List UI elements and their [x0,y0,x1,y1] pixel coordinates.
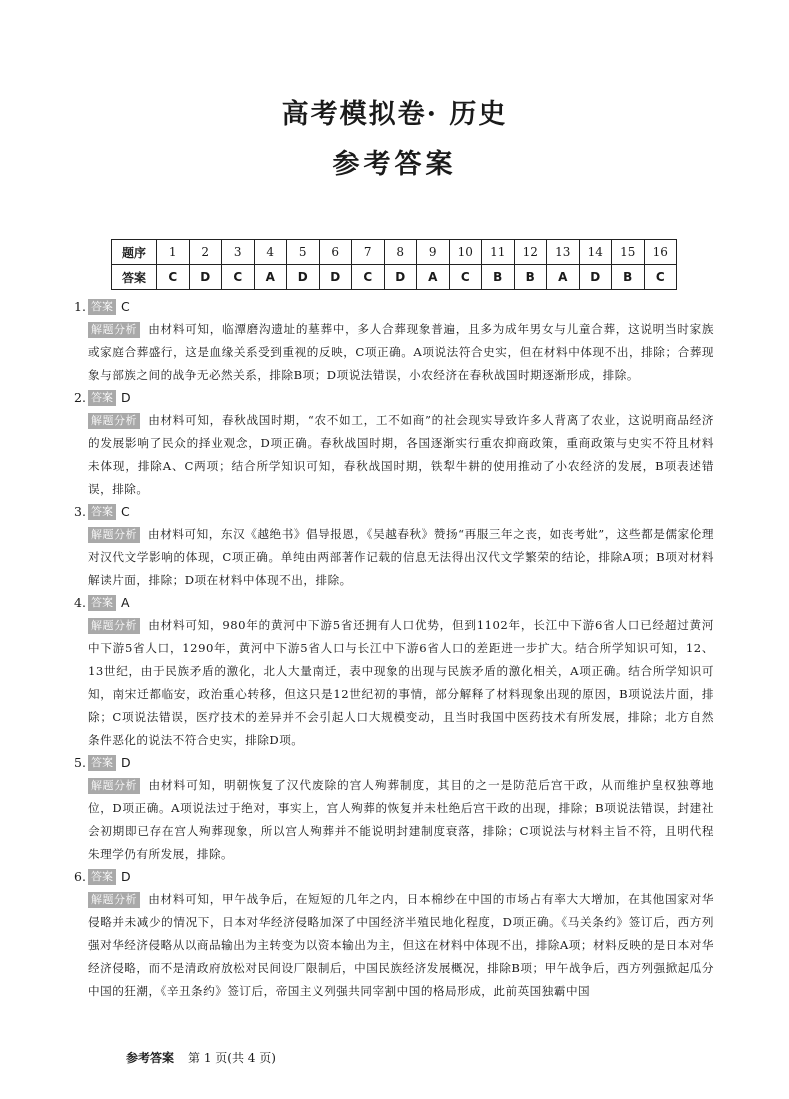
answer-value: C [121,299,130,314]
question-number: 5. [74,755,86,770]
table-cell: A [547,265,580,290]
table-cell: 5 [287,240,320,265]
question-block [74,592,714,752]
table-cell: 1 [157,240,190,265]
analysis-text: 由材料可知，980年的黄河中下游5省还拥有人口优势，但到1102年，长江中下游6省人口已经超过黄河中下游5省人口，1290年，黄河中下游5省人口与长江中下游6省人口的差距进一步扩大。结合所学知识可知，12、13世纪，由于民族矛盾的激化，北人大量南迁，表中现象的出现与民族矛盾的激化相关，A项正确。结合所学知识可知，南宋迁都临安，政治重心转移，但这只是12世纪初的事情，部分解释了材料现象出现的原因，B项说法片面，排除；C项说法错误，医疗技术的差异并不会引起人口大规模变动，且当时我国中医药技术有所发展，排除；北方自然条件恶化的说法不符合史实，排除D项。 [88,618,714,747]
answer-line [74,501,714,523]
answer-table-row1-label: 题序 [112,240,157,265]
answer-value: D [121,869,131,884]
table-cell: C [352,265,385,290]
analysis-paragraph [74,888,714,1003]
table-cell: C [644,265,677,290]
table-cell: D [319,265,352,290]
table-cell: C [449,265,482,290]
answer-line [74,296,714,318]
answer-badge: 答案 [88,869,116,885]
table-cell: D [384,265,417,290]
document-subtitle: 参考答案 [332,149,457,180]
answer-badge: 答案 [88,299,116,315]
answer-badge: 答案 [88,755,116,771]
table-cell: D [189,265,222,290]
table-cell: 16 [644,240,677,265]
analysis-badge: 解题分析 [88,618,140,634]
table-cell: 11 [482,240,515,265]
answer-value: A [121,595,130,610]
analysis-text: 由材料可知，东汉《越绝书》倡导报恩，《吴越春秋》赞扬“再服三年之丧，如丧考妣”，这些都是儒家伦理对汉代文学影响的体现，C项正确。单纯由两部著作记载的信息无法得出汉代文学繁荣的结论，排除A项；B项对材料解读片面，排除；D项在材料中体现不出，排除。 [88,527,714,587]
analysis-badge: 解题分析 [88,892,140,908]
table-cell: 2 [189,240,222,265]
answer-value: D [121,755,131,770]
document-title: 高考模拟卷· 历史 [281,99,508,130]
answer-value: D [121,390,131,405]
analysis-badge: 解题分析 [88,778,140,794]
question-block [74,501,714,592]
table-cell: 13 [547,240,580,265]
question-block [74,752,714,866]
answer-badge: 答案 [88,390,116,406]
table-cell: 10 [449,240,482,265]
answer-table-answer-row [112,265,677,290]
answer-badge: 答案 [88,504,116,520]
table-cell: 3 [222,240,255,265]
answer-badge: 答案 [88,595,116,611]
table-cell: B [612,265,645,290]
answer-line [74,866,714,888]
analysis-badge: 解题分析 [88,322,140,338]
answer-value: C [121,504,130,519]
table-cell: D [287,265,320,290]
analysis-paragraph [74,318,714,387]
analysis-paragraph [74,774,714,866]
answer-list [74,296,714,1003]
question-block [74,387,714,501]
question-number: 6. [74,869,86,884]
footer-label: 参考答案 [126,1051,175,1065]
table-cell: 8 [384,240,417,265]
table-cell: 15 [612,240,645,265]
analysis-badge: 解题分析 [88,527,140,543]
answer-line [74,387,714,409]
page-number: 第 1 页(共 4 页) [188,1051,276,1065]
analysis-text: 由材料可知，临潭磨沟遗址的墓葬中，多人合葬现象普遍，且多为成年男女与儿童合葬，这说明当时家族或家庭合葬盛行，这是血缘关系受到重视的反映，C项正确。A项说法符合史实，但在材料中体现不出，排除；合葬现象与部族之间的战争无必然关系，排除B项；D项说法错误，小农经济在春秋战国时期逐渐形成，排除。 [88,322,714,382]
analysis-text: 由材料可知，明朝恢复了汉代废除的宫人殉葬制度，其目的之一是防范后宫干政，从而维护皇权独尊地位，D项正确。A项说法过于绝对，事实上，宫人殉葬的恢复并未杜绝后宫干政的出现，排除；B项说法错误，封建社会初期即已存在宫人殉葬现象，所以宫人殉葬并不能说明封建制度衰落，排除；C项说法与材料主旨不符，且明代程朱理学仍有所发展，排除。 [88,778,714,861]
answer-line [74,752,714,774]
analysis-paragraph [74,523,714,592]
analysis-text: 由材料可知，甲午战争后，在短短的几年之内，日本棉纱在中国的市场占有率大大增加，在其他国家对华侵略并未减少的情况下，日本对华经济侵略加深了中国经济半殖民地化程度，D项正确。《马关条约》签订后，西方列强对华经济侵略从以商品输出为主转变为以资本输出为主，但这在材料中体现不出，排除A项；材料反映的是日本对华经济侵略，而不是清政府放松对民间设厂限制后，中国民族经济发展概况，排除B项；甲午战争后，西方列强掀起瓜分中国的狂潮，《辛丑条约》签订后，帝国主义列强共同宰割中国的格局形成，此前英国独霸中国 [88,892,714,998]
table-cell: C [222,265,255,290]
page-footer [126,1049,276,1066]
answer-table [111,239,677,290]
answer-table-row2-label: 答案 [112,265,157,290]
table-cell: A [417,265,450,290]
table-cell: 12 [514,240,547,265]
answer-table-number-row [112,240,677,265]
table-cell: 7 [352,240,385,265]
table-cell: A [254,265,287,290]
question-number: 2. [74,390,86,405]
question-number: 4. [74,595,86,610]
question-block [74,866,714,1003]
table-cell: B [482,265,515,290]
table-cell: B [514,265,547,290]
table-cell: 4 [254,240,287,265]
table-cell: C [157,265,190,290]
answer-line [74,592,714,614]
analysis-badge: 解题分析 [88,413,140,429]
question-number: 3. [74,504,86,519]
table-cell: D [579,265,612,290]
analysis-paragraph [74,614,714,752]
question-number: 1. [74,299,86,314]
question-block [74,296,714,387]
table-cell: 14 [579,240,612,265]
table-cell: 6 [319,240,352,265]
analysis-paragraph [74,409,714,501]
analysis-text: 由材料可知，春秋战国时期，“农不如工，工不如商”的社会现实导致许多人背离了农业，这说明商品经济的发展影响了民众的择业观念，D项正确。春秋战国时期，各国逐渐实行重农抑商政策，重商政策与史实不符且材料未体现，排除A、C两项；结合所学知识可知，春秋战国时期，铁犁牛耕的使用推动了小农经济的发展，B项表述错误，排除。 [88,413,714,496]
table-cell: 9 [417,240,450,265]
